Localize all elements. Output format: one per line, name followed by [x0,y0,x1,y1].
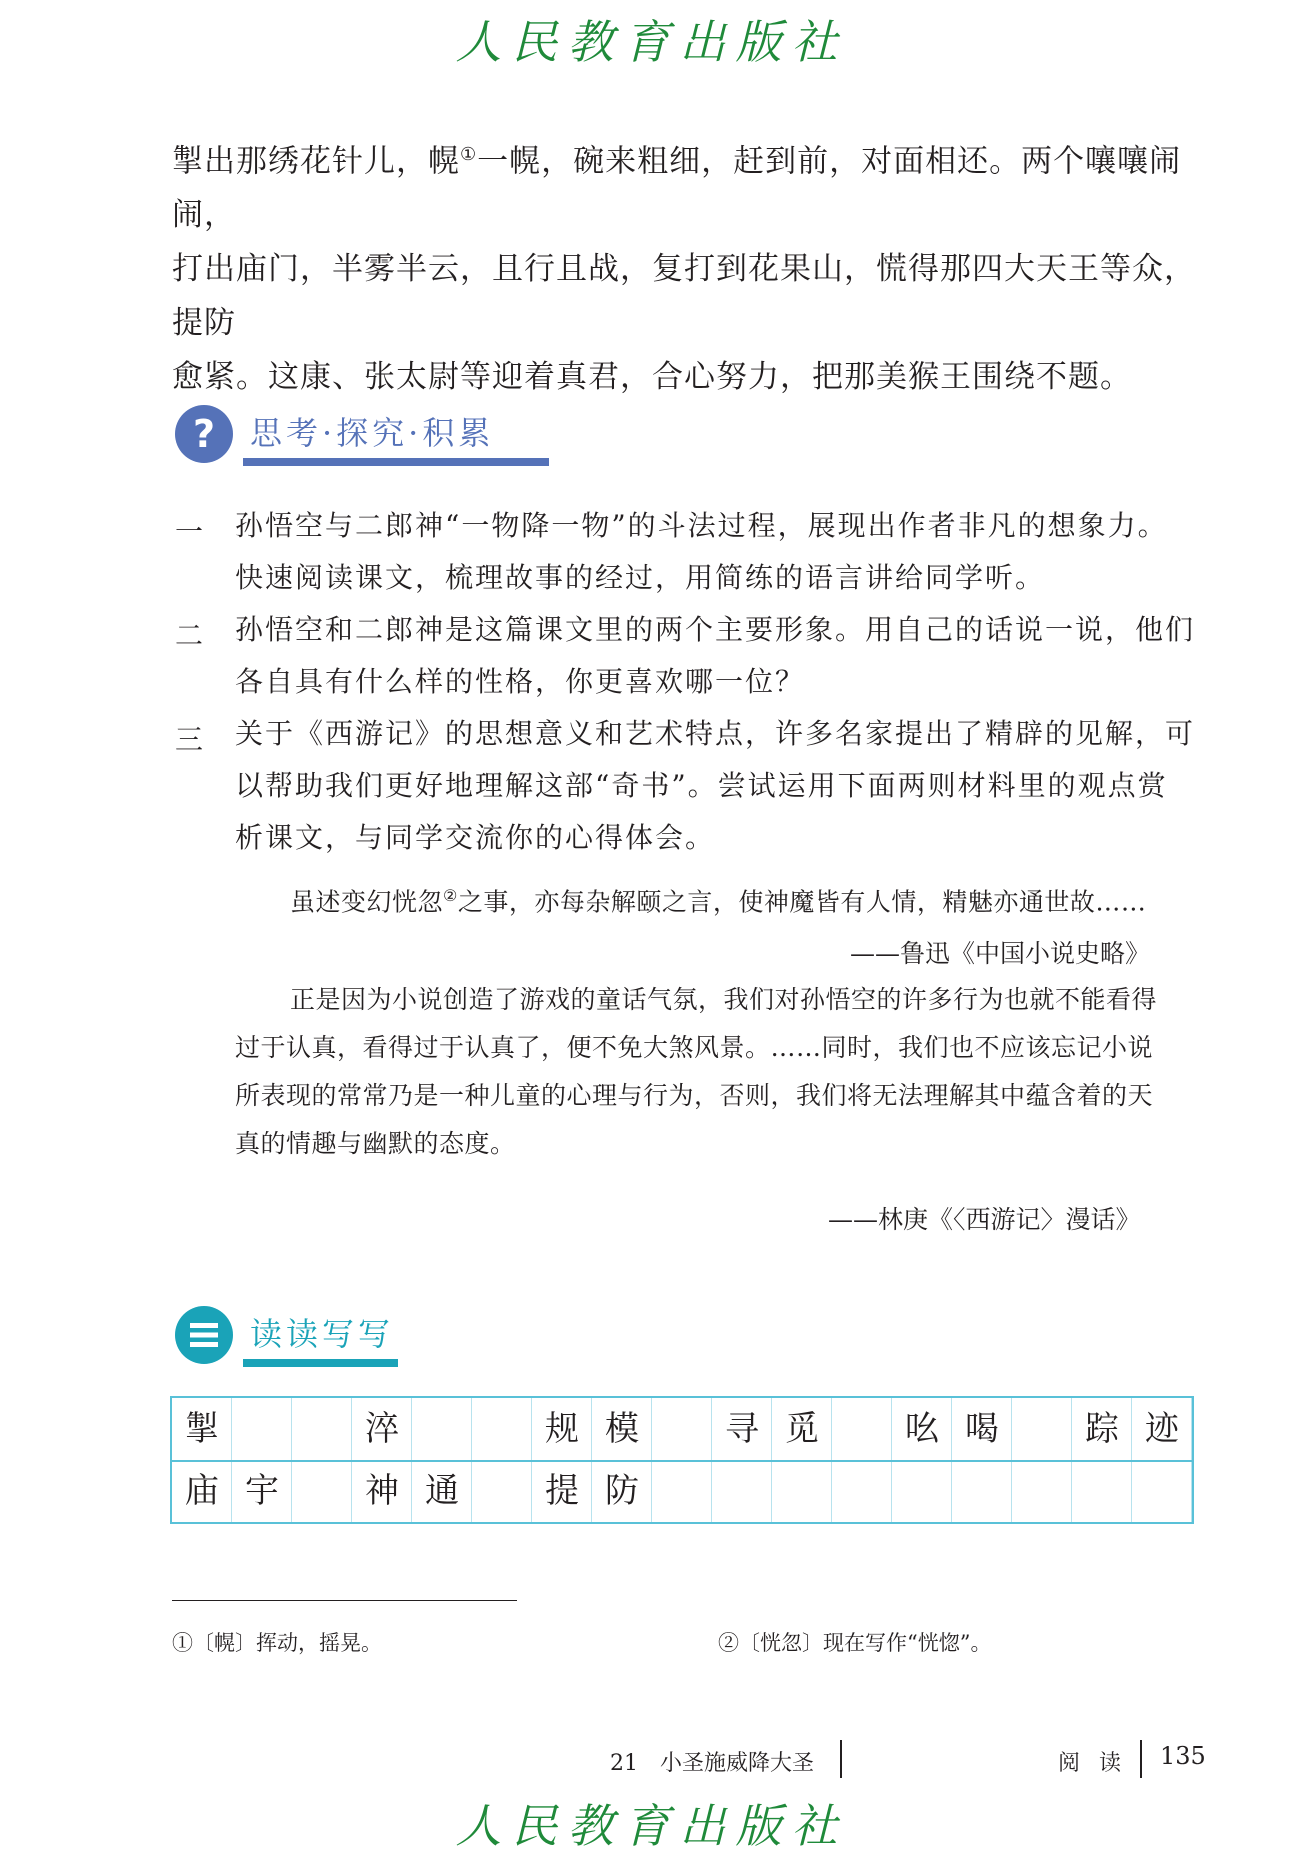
footnote-2: ②〔恍忽〕现在写作“恍惚”。 [718,1631,992,1655]
question-1 [235,500,1215,604]
body-line-1-a: 掣出那绣花针儿，幌 [172,143,460,180]
footnote-1: ①〔幌〕挥动，摇晃。 [172,1631,382,1655]
menu-lines-icon-svg [188,1321,220,1349]
section-underline-read-write [243,1359,398,1367]
grid-char: 迹 [1145,1409,1179,1449]
grid-char: 寻 [725,1409,759,1449]
grid-char: 吆 [905,1409,939,1449]
quote-2-line-2: 过于认真，看得过于认真了，便不免大煞风景。……同时，我们也不应该忘记小说 [235,1033,1154,1062]
quote-1-post: 之事，亦每杂解颐之言，使神魔皆有人情，精魅亦通世故…… [457,887,1147,917]
question-3-line-2: 以帮助我们更好地理解这部“奇书”。尝试运用下面两则材料里的观点赏 [235,769,1168,802]
grid-char: 宇 [245,1471,279,1511]
body-line-1-b: 一幌，碗来粗细，赶到前，对面相还。两个嚷嚷闹闹， [172,143,1182,234]
grid-char: 掣 [185,1409,219,1449]
word-grid [170,1396,1194,1524]
quote-2-line-4: 真的情趣与幽默的态度。 [235,1129,516,1158]
quote-2 [235,976,1215,1168]
quote-1 [290,872,1210,926]
question-number-1: 一 [175,515,204,548]
grid-char: 提 [545,1471,579,1511]
footer-section-label: 阅 读 [1058,1751,1127,1776]
question-3 [235,708,1215,864]
grid-char: 神 [365,1471,399,1511]
question-3-line-3: 析课文，与同学交流你的心得体会。 [235,821,716,854]
body-line-2: 打出庙门，半雾半云，且行且战，复打到花果山，慌得那四大天王等众，提防 [172,251,1196,342]
question-number-3: 三 [175,723,204,756]
quote-2-attribution: ——林庚《〈西游记〉漫话》 [828,1205,1141,1234]
grid-char: 防 [605,1471,639,1511]
quote-1-pre: 虽述变幻恍忽 [290,887,444,917]
quote-1-attribution: ——鲁迅《中国小说史略》 [850,939,1151,968]
question-number-2: 二 [175,619,204,652]
body-line-3: 愈紧。这康、张太尉等迎着真君，合心努力，把那美猴王围绕不题。 [172,359,1132,396]
body-paragraph [172,128,1212,404]
grid-char: 通 [425,1471,459,1511]
menu-lines-icon [175,1306,233,1364]
question-2-line-1: 孙悟空和二郎神是这篇课文里的两个主要形象。用自己的话说一说，他们 [235,613,1196,646]
grid-char: 踪 [1085,1409,1119,1449]
grid-char: 觅 [785,1409,819,1449]
section-underline-think [243,458,549,466]
footer-divider-2 [1140,1740,1142,1778]
question-2-line-2: 各自具有什么样的性格，你更喜欢哪一位？ [235,665,806,698]
footnote-ref-2[interactable]: ② [443,886,458,905]
quote-2-line-3: 所表现的常常乃是一种儿童的心理与行为，否则，我们将无法理解其中蕴含着的天 [235,1081,1154,1110]
publisher-logo-footer: 人民教育出版社 [455,1799,848,1853]
question-2 [235,604,1215,708]
question-1-line-1: 孙悟空与二郎神“一物降一物”的斗法过程，展现出作者非凡的想象力。 [235,509,1168,542]
quote-2-line-1: 正是因为小说创造了游戏的童话气氛，我们对孙悟空的许多行为也就不能看得 [290,985,1158,1014]
grid-char: 庙 [185,1471,219,1511]
section-title-think: 思考·探究·积累 [250,414,495,452]
footnote-ref-1[interactable]: ① [460,144,478,165]
body-line-1 [172,128,1212,242]
word-grid-row-2 [172,1460,1192,1522]
question-1-line-2: 快速阅读课文，梳理故事的经过，用简练的语言讲给同学听。 [235,561,1046,594]
footer-lesson-title: 21 小圣施威降大圣 [610,1751,814,1776]
grid-char: 淬 [365,1409,399,1449]
grid-char: 模 [605,1409,639,1449]
word-grid-row-1 [172,1398,1192,1462]
grid-char: 规 [545,1409,579,1449]
publisher-logo-header: 人民教育出版社 [455,15,848,69]
grid-char: 喝 [965,1409,999,1449]
section-title-read-write: 读读写写 [250,1315,395,1353]
question-mark-icon: ? [175,405,233,463]
page-number: 135 [1160,1742,1206,1770]
question-3-line-1: 关于《西游记》的思想意义和艺术特点，许多名家提出了精辟的见解，可 [235,717,1196,750]
footer-divider-1 [840,1740,842,1778]
footnote-divider [172,1600,517,1601]
